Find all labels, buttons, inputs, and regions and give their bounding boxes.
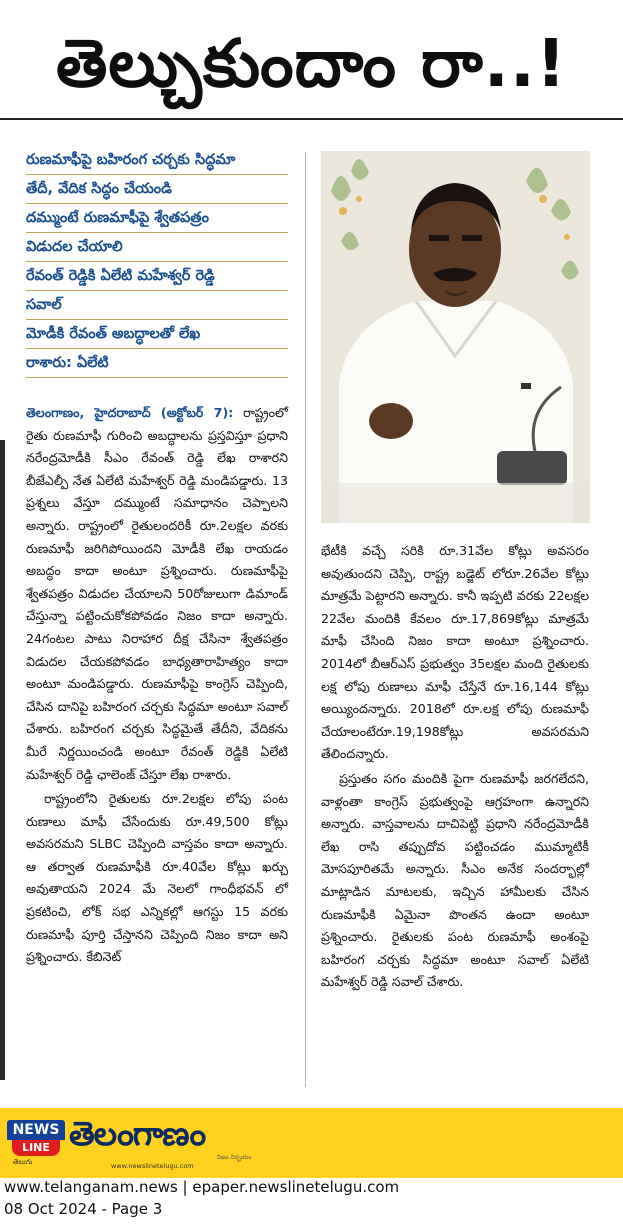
article-left-column bbox=[26, 402, 288, 969]
subhead-line: సవాల్ bbox=[26, 293, 288, 320]
subhead-line: దమ్ముంటే రుణమాఫీపై శ్వేతపత్రం bbox=[26, 206, 288, 233]
subhead-line: మోడీకి రేవంత్ అబద్ధాలతో లేఖ bbox=[26, 322, 288, 349]
newsline-telanganam-logo bbox=[7, 1114, 257, 1172]
headline-rule bbox=[0, 118, 623, 120]
footer-websites: www.telanganam.news | epaper.newslinetelugu.com bbox=[4, 1178, 400, 1196]
article-paragraph: ప్రస్తుతం సగం మందికి పైగా రుణమాఫీ జరగలేదని, వాళ్లంతా కాంగ్రెస్ ప్రభుత్వంపై ఆగ్రహంగా ఉన్నారని అన్నారు. వాస్తవాలను దాచిపెట్టి ప్రధాని నరేంద్రమోడీకి లేఖ రాసి తప్పుదోవ పట్టించడం ముమ్మాటికీ మోసపూరితమే అన్నారు. సీఎం అనేక సందర్భాల్లో మాట్లాడిన మాటలకు, ఇచ్చిన హామీలకు చేసిన రుణమాఫీకి ఏమైనా పొంతన ఉందా అంటూ ప్రశ్నించారు. రైతులకు పంట రుణమాఫీ అంశంపై బహిరంగ చర్చకు సిద్ధమా అంటూ సవాల్ ఏలేటి మహేశ్వర్ రెడ్డి సవాల్ చేశారు. bbox=[321, 770, 589, 990]
logo-website: www.newslinetelugu.com bbox=[111, 1162, 194, 1170]
article-paragraph bbox=[26, 402, 288, 786]
subhead-line: విడుదల చేయాలి bbox=[26, 235, 288, 262]
subheads-block bbox=[26, 148, 288, 380]
dateline: తెలంగాణం, హైదరాబాద్ (అక్టోబర్ 7): bbox=[26, 405, 234, 420]
telanganam-wordmark: తెలంగాణం bbox=[69, 1114, 206, 1153]
subhead-line: తేదీ, వేదిక సిద్ధం చేయండి bbox=[26, 177, 288, 204]
badge-line-text: LINE bbox=[12, 1140, 60, 1156]
subhead-line: రుణమాఫీపై బహిరంగ చర్చకు సిద్ధమా bbox=[26, 148, 288, 175]
page-edge-bar bbox=[0, 440, 5, 1080]
article-paragraph: భేటీకి వచ్చే సరికి రూ.31వేల కోట్లు అవసరం అవుతుందని చెప్పి, రాష్ట్ర బడ్జెట్ లోరూ.26వేల కోట్లు మాత్రమే పెట్టారని అన్నారు. కానీ ఇప్పటి వరకు 22లక్షల 22వేల మందికి కేవలం రూ.17,869కోట్లు మాత్రమే మాఫీ చేసింది నిజం కాదా అంటూ ప్రశ్నించారు. 2014లో బీఆర్ఎస్ ప్రభుత్వం 35లక్షల మంది రైతులకు లక్ష లోపు రుణాలు మాఫీ చేస్తేనే రూ.16,144 కోట్లు అయ్యిందన్నారు. 2018లో రూ.లక్ష లోపు రుణమాఫీ చేయాలంటేరూ.19,198కోట్లు అవసరమని తేలిందన్నారు. bbox=[321, 543, 589, 762]
speaker-illustration bbox=[321, 151, 590, 523]
logo-telugu-caption: తెలుగు bbox=[13, 1158, 33, 1166]
article-paragraph: రాష్ట్రంలోని రైతులకు రూ.2లక్షల లోపు పంట రుణాలు మాఫీ చేసేందుకు రూ.49,500 కోట్లు అవసరమని SLBC చెప్పింది వాస్తవం కాదా అన్నారు. ఆ తర్వాత రుణమాఫీకి రూ.40వేల కోట్లు ఖర్చు అవుతాయని 2024 మే నెలలో గాంధీభవన్ లో ప్రకటించి, లోక్ సభ ఎన్నికల్లో ఆగస్టు 15 వరకు రుణమాఫీ పూర్తి చేస్తానని చెప్పింది నిజం కాదా అని ప్రశ్నించారు. కేబినెట్ bbox=[26, 791, 288, 965]
paragraph-text: రాష్ట్రంలో రైతు రుణమాఫీ గురించి అబద్ధాలను ప్రస్తవిస్తూ ప్రధాని నరేంద్రమోడీకి సీఎం రేవంత్ రెడ్డి లేఖ రాశారని బీజేఎల్పీ నేత ఏలేటి మహేశ్వర్ రెడ్డి మండిపడ్డారు. 13 ప్రశ్నలు వేస్తూ దమ్ముంటే సమాధానం చెప్పాలని అన్నారు. రాష్ట్రంలో రైతులందరికీ రూ.2లక్షల వరకు రుణమాఫీ జరిగిపోయిందని మోడీకి లేఖ రాయడం అబద్ధం కాదా అంటూ ప్రశ్నించారు. రుణమాఫీపై శ్వేతపత్రం విడుదల చేయాలని 50రోజులుగా డిమాండ్ చేస్తున్నా పట్టించుకోకపోవడం నిజం కాదా అన్నారు. 24గంటల పాటు నిరాహార దీక్ష చేసినా శ్వేతపత్రం విడుదల చేయకపోవడం బాధ్యతారాహిత్యం కాదా అంటూ మండిపడ్డారు. రుణమాఫీపై కాంగ్రెస్ చెప్పింది, చేసిన దానిపై బహిరంగ చర్చకు సిద్ధమా అంటూ సవాల్ చేశారు. బహిరంగ చర్చకు సిద్ధమైతే తేదీని, వేదికను మీరే నిర్ణయించండి అంటూ రేవంత్ రెడ్డికి ఏలేటి మహేశ్వర్ రెడ్డి ఛాలెంజ్ చేస్తూ లేఖ రాశారు. bbox=[26, 405, 288, 782]
article-right-column bbox=[321, 540, 589, 994]
footer-info bbox=[0, 1178, 623, 1230]
badge-news-text: NEWS bbox=[7, 1120, 65, 1140]
subhead-line: రాశారు: ఏలేటి bbox=[26, 351, 288, 378]
logo-tagline: నిజం నిర్భయం bbox=[217, 1154, 252, 1161]
column-divider bbox=[305, 152, 306, 1087]
subhead-line: రేవంత్ రెడ్డికి ఏలేటి మహేశ్వర్ రెడ్డి bbox=[26, 264, 288, 291]
newsline-badge bbox=[7, 1120, 65, 1158]
speaker-photo bbox=[321, 151, 590, 523]
footer-edition-date: 08 Oct 2024 - Page 3 bbox=[4, 1200, 163, 1218]
headline: తెల్చుకుందాం రా..! bbox=[55, 25, 568, 102]
